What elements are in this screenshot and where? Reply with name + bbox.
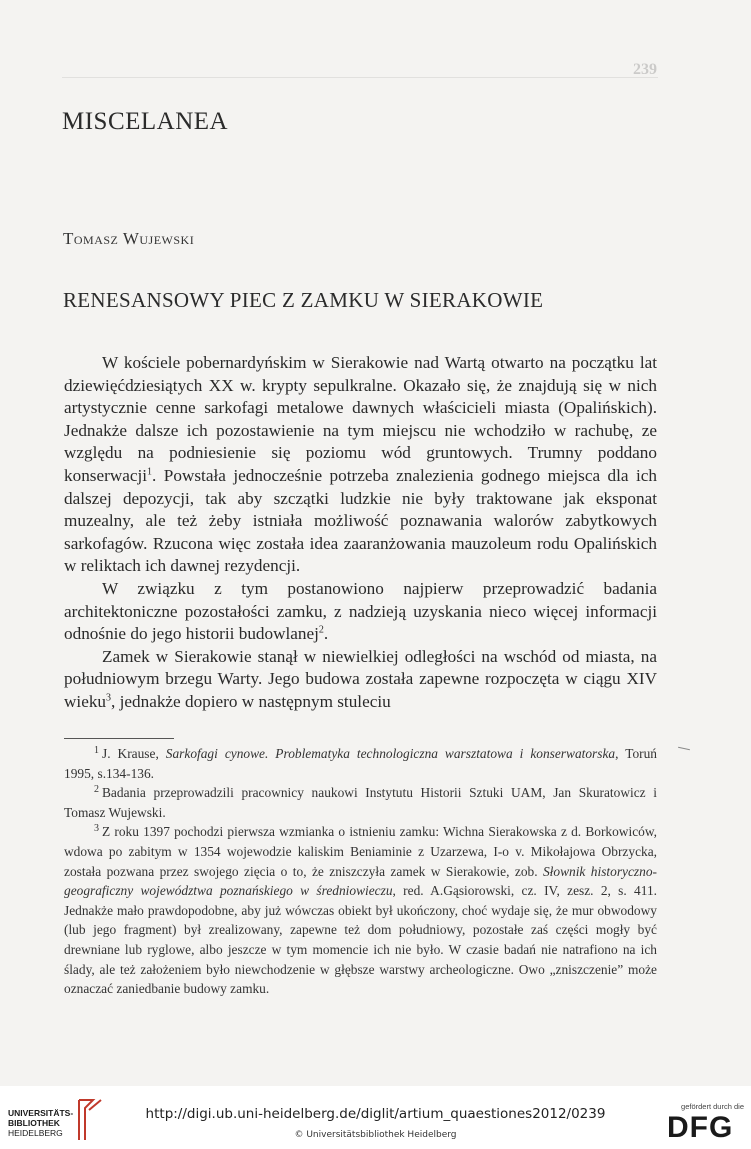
- footnote-text: , red. A.Gąsiorowski, cz. IV, zesz. 2, s. 411. Jednakże mało prawdopodobne, aby już wówczas obiekt był ukończony, choć wydaje się, że mur obwodowy (lub jego fragment) był zrealizowany, zapewne też dom południowy, pozostałe zaś części mogły być drewniane lub ryglowe, albo jeszcze w tym momencie ich nie było. W czasie badań nie natrafiono na ich ślady, ale też założeniem było niewchodzenie w głębsze warstwy archeologiczne. Owo „zniszczenie” może oznaczać zaniedbanie budowy zamku.: [64, 883, 657, 997]
- paragraph-text: W kościele pobernardyńskim w Sierakowie nad Wartą otwarto na początku lat dziewięćdziesiątych XX w. krypty sepulkralne. Okazało się, że znajdują się w nich artystycznie cenne sarkofagi metalowe dawnych właścicieli miasta (Opalińskich). Jednakże dalsze ich pozostawienie na tym miejscu nie wchodziło w rachubę, ze względu na podniesienie się poziomu wód gruntowych. Trumny poddano konserwacji: [64, 353, 657, 485]
- permalink-url[interactable]: http://digi.ub.uni-heidelberg.de/diglit/artium_quaestiones2012/0239: [145, 1106, 606, 1122]
- paragraph-text: W związku z tym postanowiono najpierw przeprowadzić badania architektoniczne pozostałości zamku, z nadzieją uzyskania nieco więcej informacji odnośnie do jego historii budowlanej: [64, 578, 657, 644]
- footnote-number: 3: [94, 822, 99, 834]
- library-name-line: BIBLIOTHEK: [8, 1118, 60, 1128]
- footnote: [64, 744, 657, 783]
- footnote-italic: Słownik historyczno-geograficzny województwa poznańskiego w średniowieczu: [64, 863, 657, 899]
- footnote-ref: 1: [147, 466, 153, 478]
- library-name-line: HEIDELBERG: [8, 1128, 63, 1138]
- article-title: RENESANSOWY PIEC Z ZAMKU W SIERAKOWIE: [63, 288, 544, 312]
- footnote-separator: [64, 738, 174, 739]
- paragraph-text: . Powstała jednocześnie potrzeba znalezienia godnego miejsca dla ich dalszej depozycji, tak aby szczątki ludzkie nie były traktowane jak eksponat muzealny, ale też żeby istniała możliwość poznawania walorów zabytkowych sarkofagów. Rzucona więc została idea zaaranżowania mauzoleum rodu Opalińskich w reliktach ich dawnej rezydencji.: [64, 465, 657, 576]
- footnote-ref: 3: [106, 692, 112, 704]
- dfg-logo[interactable]: DFG: [667, 1111, 734, 1144]
- paragraph-text: Zamek w Sierakowie stanął w niewielkiej odległości na wschód od miasta, na południowym brzegu Warty. Jego budowa została zapewne rozpoczęta w ciągu XIV wieku: [64, 646, 657, 711]
- footnote: [64, 822, 657, 998]
- paragraph: [64, 352, 657, 578]
- footnote: [64, 783, 657, 822]
- footnotes: [64, 744, 657, 999]
- footnote-ref: 2: [318, 624, 324, 636]
- footnote-text: J. Krause,: [102, 746, 166, 761]
- footnote-text: , Toruń 1995, s.134-136.: [64, 746, 657, 781]
- section-title: MISCELANEA: [62, 108, 229, 135]
- page-number: 239: [633, 61, 657, 78]
- footnote-number: 1: [94, 744, 99, 756]
- running-header-rule: [62, 64, 658, 78]
- author-name: Tomasz Wujewski: [63, 229, 195, 248]
- funding-label: gefördert durch die: [681, 1102, 744, 1111]
- paragraph-text: .: [323, 624, 329, 644]
- footnote-text: Z roku 1397 pochodzi pierwsza wzmianka o istnieniu zamku: Wichna Sierakowska z d. Borkowiców, wdowa po zabitym w 1354 wojewodzie kaliskim Beniaminie z Uzarzewa, I-o v. Mikołajowa Obrzycka, została pozwana przez swojego zięcia o to, że zniszczyła zamek w Sierakowie, zob.: [64, 824, 657, 879]
- paragraph: [64, 646, 657, 714]
- paragraph-text: , jednakże dopiero w następnym stuleciu: [111, 691, 391, 711]
- footnote-number: 2: [94, 783, 99, 795]
- copyright-notice: © Universitätsbibliothek Heidelberg: [294, 1130, 457, 1140]
- footnote-italic: Sarkofagi cynowe. Problematyka technologiczna warsztatowa i konserwatorska: [165, 746, 616, 761]
- article-body: [64, 352, 657, 714]
- footnote-text: Badania przeprowadzili pracownicy naukowi Instytutu Historii Sztuki UAM, Jan Skuratowicz i Tomasz Wujewski.: [64, 785, 657, 820]
- library-name-line: UNIVERSITÄTS-: [8, 1108, 74, 1118]
- paragraph: [64, 578, 657, 646]
